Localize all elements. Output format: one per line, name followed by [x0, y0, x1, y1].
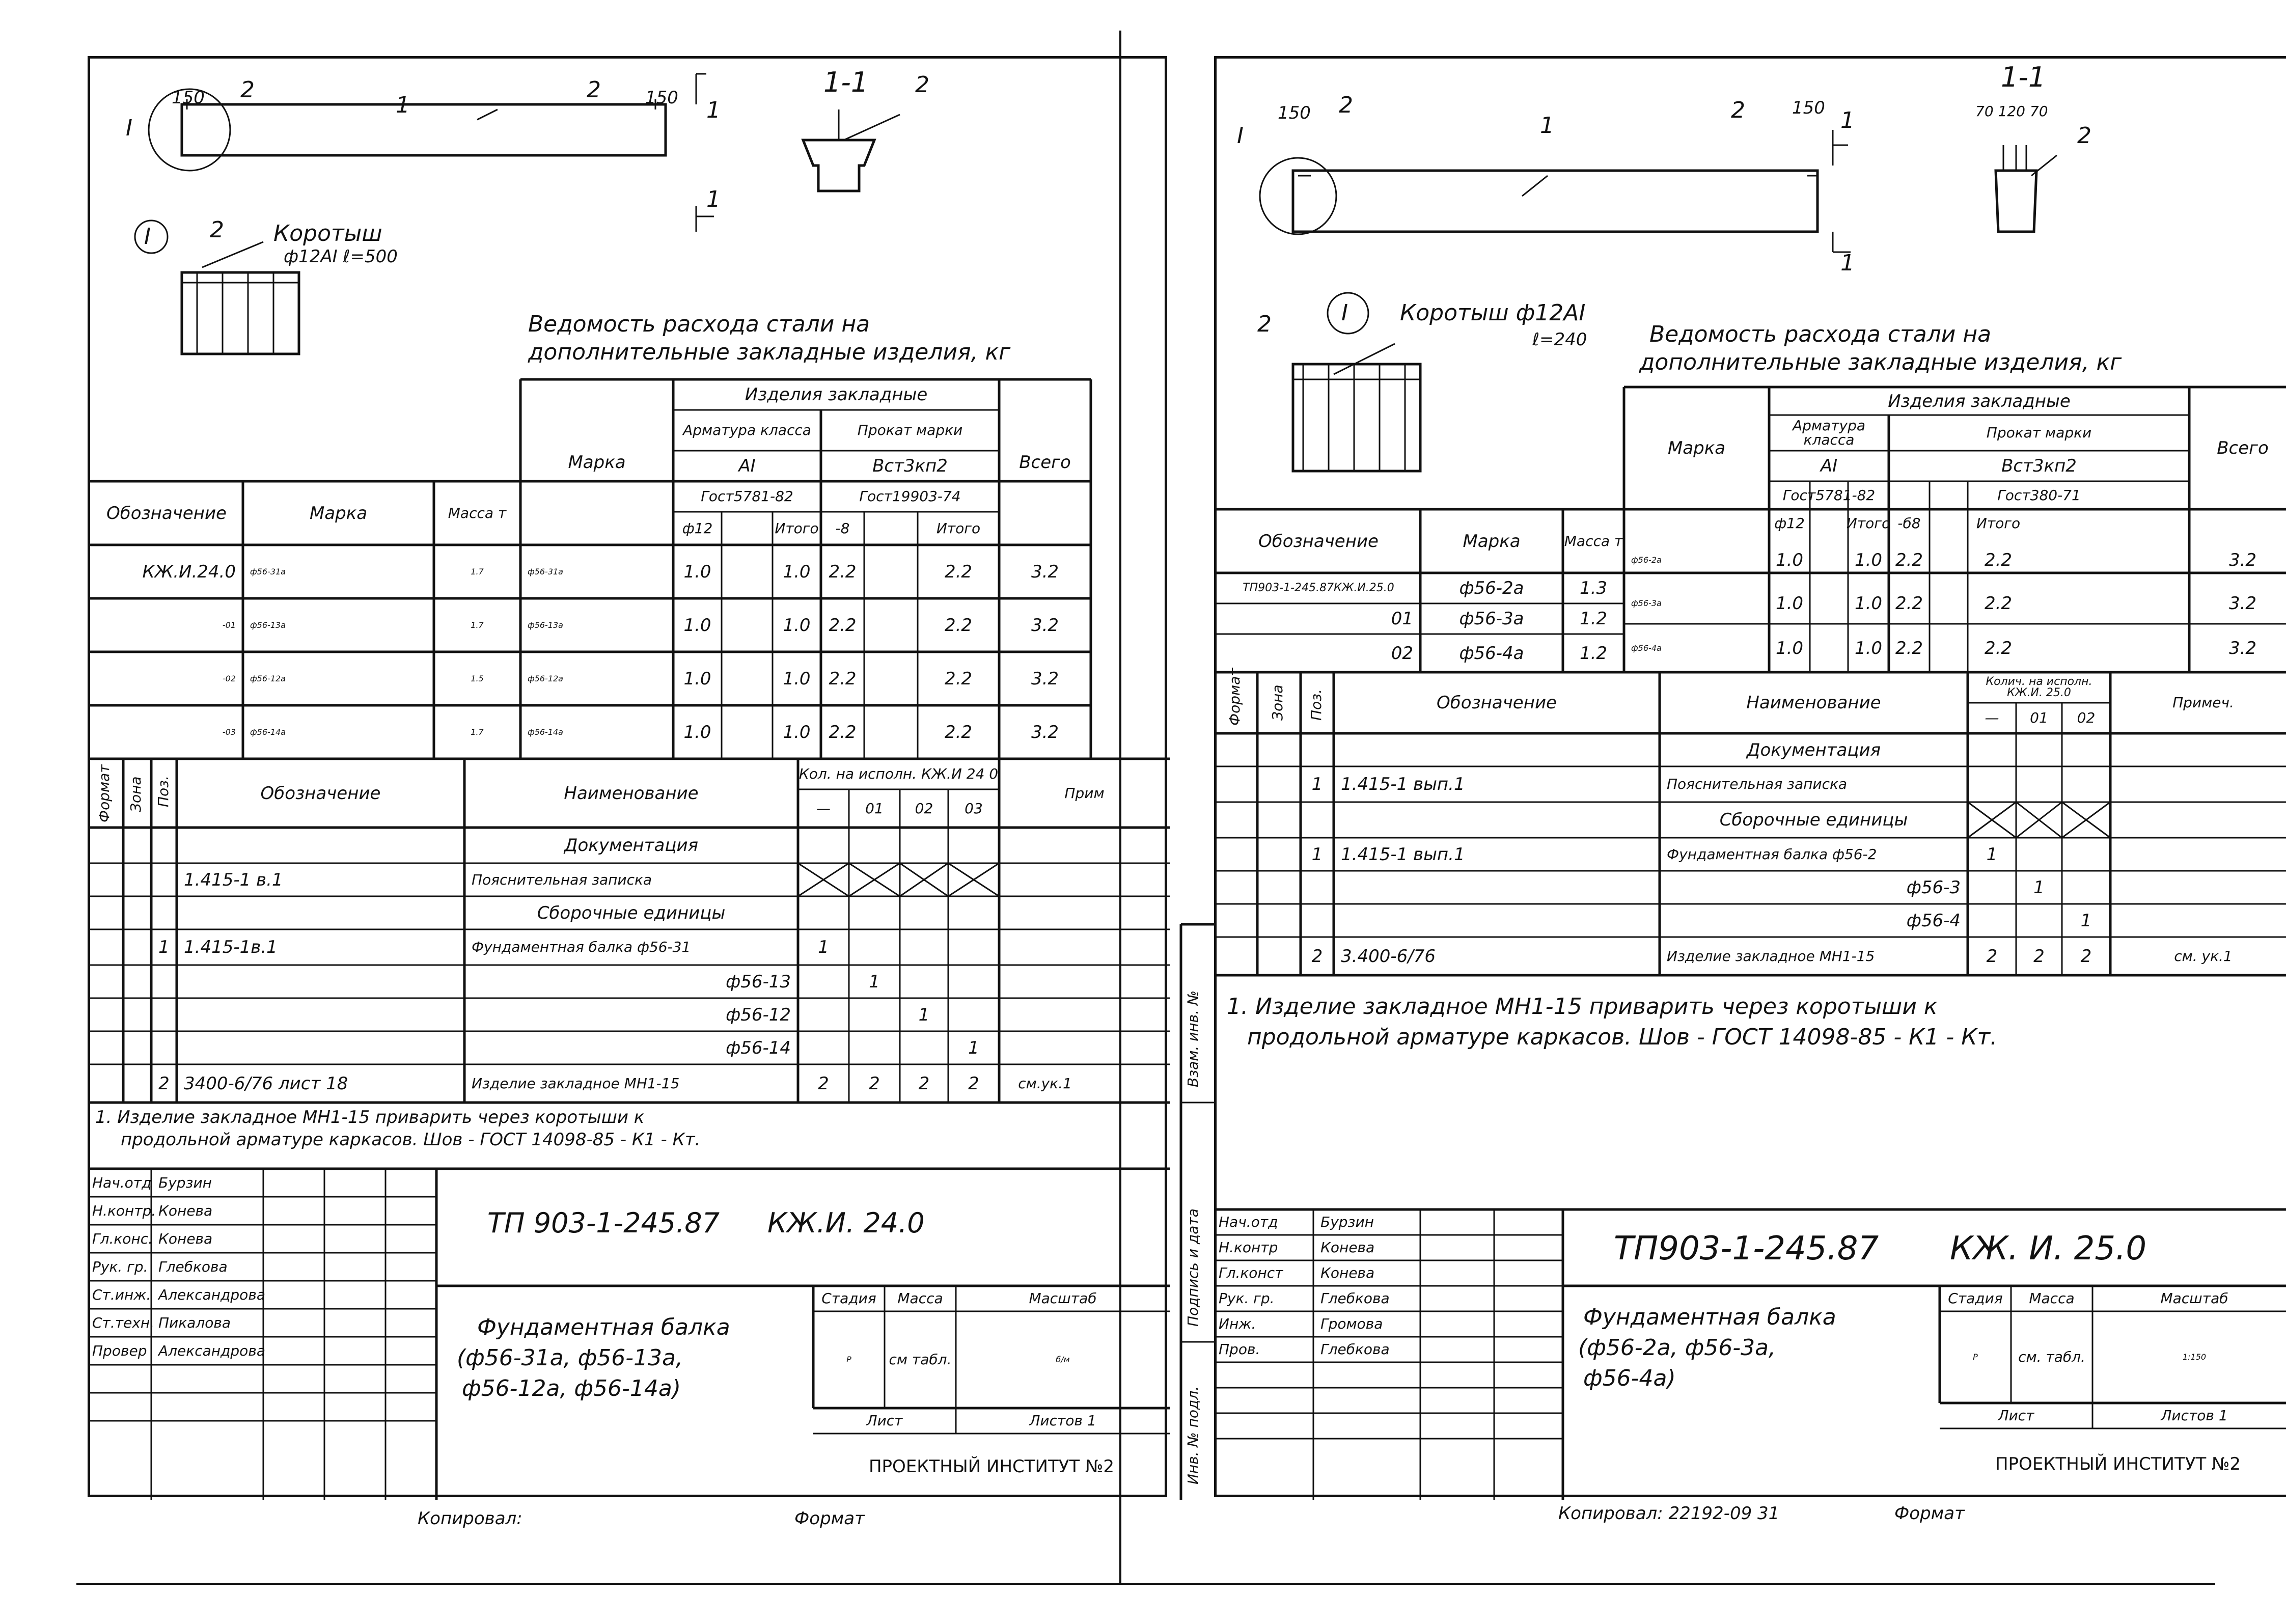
col-header-note: Примеч. — [2172, 694, 2234, 711]
row-value: 1.0 — [683, 722, 711, 742]
callout-label: 2 — [1731, 97, 1745, 123]
row-value: 3.2 — [2228, 550, 2257, 570]
row-value: 2.2 — [1984, 593, 2013, 614]
col-header-format: Формат — [96, 764, 113, 822]
row-value: 1.0 — [783, 615, 811, 636]
stamp-name: Бурзин — [158, 1174, 212, 1191]
sheet-title: (ф56-31а, ф56-13а, — [457, 1345, 683, 1371]
row-designation: -02 — [222, 673, 236, 683]
row-mark: ф56-12а — [528, 673, 563, 683]
section-marker: 1 — [706, 186, 721, 212]
row-mark: ф56-14а — [250, 727, 286, 737]
stub-label: Коротыш — [273, 221, 382, 246]
spec-designation: 1.415-1 вып.1 — [1341, 844, 1465, 865]
footer-format: Формат — [794, 1508, 865, 1529]
col-header-pos: Поз. — [155, 776, 172, 807]
row-designation: 02 — [1391, 643, 1413, 664]
spec-pos: 1 — [158, 937, 170, 957]
stamp-header-scale: Масштаб — [2160, 1290, 2228, 1307]
spec-qty: 2 — [869, 1073, 880, 1094]
row-value: 3.2 — [1031, 722, 1059, 742]
spec-name: Изделие закладное МН1-15 — [472, 1075, 680, 1092]
spec-name: ф56-14 — [726, 1037, 791, 1058]
callout-label: 2 — [587, 77, 601, 103]
stamp-name: Громова — [1320, 1315, 1383, 1332]
steel-table-title: дополнительные закладные изделия, кг — [1639, 349, 2122, 375]
row-designation: 01 — [1391, 609, 1413, 629]
row-mass: 1.3 — [1579, 578, 1608, 598]
col-header-gost: Гост5781-82 — [1782, 486, 1876, 504]
side-label-inventory: Инв. № подл. — [1185, 1386, 1201, 1484]
stamp-role: Рук. гр. — [92, 1258, 148, 1275]
row-mark: ф56-31а — [250, 566, 286, 576]
col-header-name: Наименование — [1746, 693, 1881, 713]
row-value: 1.0 — [1775, 593, 1804, 614]
section-marker: 1 — [1840, 250, 1855, 276]
section-marker: 1 — [706, 97, 721, 123]
col-header-variant: 02 — [915, 800, 933, 817]
row-value: 2.2 — [1895, 550, 1923, 570]
row-value: 3.2 — [2228, 638, 2257, 658]
spec-qty: 1 — [869, 971, 880, 992]
col-header-variant: 01 — [865, 800, 884, 817]
col-header-total: Итого — [936, 519, 981, 537]
footer-copied: Копировал: 22192-09 31 — [1558, 1503, 1780, 1524]
col-header-mass: Масса т — [448, 504, 507, 521]
spec-name: Фундаментная балка ф56-31 — [472, 939, 691, 955]
stamp-role: Пров. — [1219, 1341, 1260, 1358]
col-header-thickness: -8 — [835, 519, 850, 537]
sheet-code: КЖ.И. 24.0 — [767, 1207, 925, 1239]
sheet-title: Фундаментная балка — [477, 1314, 730, 1340]
row-value: 1.0 — [683, 561, 711, 582]
col-header-class: АI — [738, 456, 756, 476]
row-value: 2.2 — [1895, 638, 1923, 658]
col-header-variant: 03 — [965, 800, 983, 817]
col-header-steel: Вст3кп2 — [872, 456, 948, 476]
col-header-quantity: Кол. на исполн. КЖ.И 24 0 — [798, 765, 999, 782]
stamp-header-stage: Стадия — [1948, 1290, 2003, 1307]
stamp-header-mass: Масса — [897, 1290, 943, 1307]
sheet-title: ф56-4а) — [1583, 1365, 1676, 1391]
stamp-role: Ст.техн. — [92, 1314, 155, 1331]
row-mass: 1.7 — [471, 566, 484, 576]
callout-label: 2 — [1257, 311, 1272, 337]
callout-label: 1 — [396, 92, 410, 118]
project-number: ТП903-1-245.87 — [1614, 1230, 1879, 1268]
stamp-name: Конева — [158, 1230, 213, 1247]
spec-note: см. ук.1 — [2174, 947, 2233, 965]
row-value: 1.0 — [1775, 550, 1804, 570]
node-label: I — [144, 224, 151, 250]
col-header-pos: Поз. — [1308, 689, 1325, 721]
dimension-label: 150 — [645, 88, 678, 108]
dimension-label: 150 — [1792, 98, 1825, 118]
row-value: 1.0 — [783, 668, 811, 689]
spec-name: ф56-13 — [726, 971, 791, 992]
spec-section-heading: Сборочные единицы — [1719, 810, 1908, 830]
spec-pos: 1 — [1311, 844, 1323, 865]
spec-pos: 2 — [1311, 946, 1323, 967]
row-value: 2.2 — [944, 668, 973, 689]
spec-section-heading: Документация — [1746, 739, 1881, 760]
dimension-label: 150 — [172, 88, 205, 108]
stamp-role: Провер — [92, 1342, 147, 1359]
spec-qty: 1 — [818, 937, 829, 957]
sheet-code: КЖ. И. 25.0 — [1950, 1230, 2147, 1268]
col-header-variant: 02 — [2077, 709, 2096, 726]
row-value: 3.2 — [2228, 593, 2257, 614]
col-header-mass: Масса т — [1564, 532, 1623, 549]
col-header-class: АI — [1820, 456, 1838, 476]
row-value: 1.0 — [1775, 638, 1804, 658]
section-dimensions: 70 120 70 — [1975, 103, 2048, 120]
stamp-role: Гл.конст — [1219, 1264, 1283, 1281]
col-header-gost: Гост5781-82 — [701, 488, 793, 505]
col-header-total: Итого — [775, 519, 819, 537]
stamp-header-mass: Масса — [2029, 1290, 2075, 1307]
col-header-zone: Зона — [127, 776, 144, 812]
stamp-name: Глебкова — [1320, 1290, 1390, 1307]
stamp-role: Нач.отд — [92, 1174, 152, 1191]
col-header-mark: Марка — [568, 452, 626, 473]
stamp-role: Ст.инж. — [92, 1286, 151, 1303]
general-note: 1. Изделие закладное МН1-15 приварить через коротыши к — [95, 1107, 645, 1127]
spec-section-heading: Сборочные единицы — [537, 902, 726, 923]
row-value: 1.0 — [1854, 593, 1883, 614]
row-value: 2.2 — [1895, 593, 1923, 614]
detail-marker: I — [126, 115, 132, 141]
row-designation: -01 — [222, 620, 236, 630]
row-mark: ф56-2а — [1459, 578, 1524, 598]
stamp-role: Н.контр — [1219, 1239, 1278, 1256]
stamp-name: Конева — [158, 1202, 213, 1219]
row-designation: КЖ.И.24.0 — [142, 561, 236, 582]
stamp-mass: см. табл. — [2018, 1348, 2085, 1365]
section-title: 1-1 — [823, 66, 869, 98]
stamp-name: Глебкова — [158, 1258, 228, 1275]
col-header-format: Формат — [1226, 668, 1243, 726]
stamp-header-scale: Масштаб — [1029, 1290, 1097, 1307]
spec-qty: 2 — [818, 1073, 829, 1094]
col-header-items: Изделия закладные — [1888, 391, 2071, 411]
stamp-name: Александрова — [158, 1286, 265, 1303]
spec-designation: 3.400-6/76 — [1341, 946, 1436, 967]
col-header-steel: Вст3кп2 — [2001, 456, 2077, 476]
row-value: 2.2 — [944, 722, 973, 742]
spec-name: Пояснительная записка — [472, 871, 652, 888]
side-label-signature: Подпись и дата — [1185, 1208, 1201, 1327]
stamp-name: Бурзин — [1320, 1214, 1374, 1230]
general-note: продольной арматуре каркасов. Шов - ГОСТ 14098-85 - К1 - Кт. — [121, 1130, 701, 1150]
section-marker: 1 — [1840, 107, 1855, 133]
drawing-sheet-left — [88, 56, 1167, 1497]
stamp-role: Рук. гр. — [1219, 1290, 1275, 1307]
row-value: 2.2 — [944, 561, 973, 582]
row-mark: ф56-31а — [528, 566, 563, 576]
stamp-header-sheet: Лист — [1998, 1407, 2034, 1424]
spec-qty: 1 — [918, 1004, 930, 1025]
row-value: 2.2 — [829, 615, 857, 636]
callout-label: 2 — [240, 77, 255, 103]
stamp-name: Конева — [1320, 1264, 1375, 1281]
spec-name: Пояснительная записка — [1667, 776, 1848, 792]
sheet-title: Фундаментная балка — [1583, 1304, 1836, 1330]
row-value: 1.0 — [683, 615, 711, 636]
row-mark: ф56-2а — [1631, 555, 1662, 565]
row-value: 2.2 — [1984, 638, 2013, 658]
col-header-variant: 01 — [2030, 709, 2048, 726]
spec-qty: 2 — [968, 1073, 979, 1094]
stub-spec: ℓ=240 — [1532, 329, 1587, 350]
row-designation: -03 — [222, 727, 236, 737]
col-header-rolled: Прокат марки — [1986, 424, 2092, 441]
stamp-name: Глебкова — [1320, 1341, 1390, 1358]
col-header-variant: — — [816, 800, 831, 817]
steel-table-title: Ведомость расхода стали на — [528, 311, 870, 337]
col-header-gost: Гост380-71 — [1997, 486, 2081, 504]
stamp-role: Н.контр. — [92, 1202, 156, 1219]
spec-pos: 1 — [1311, 774, 1323, 794]
row-mark: ф56-12а — [250, 673, 286, 683]
spec-qty: 1 — [2080, 910, 2092, 931]
spec-note: см.ук.1 — [1018, 1075, 1072, 1092]
project-number: ТП 903-1-245.87 — [487, 1207, 720, 1239]
row-mark: ф56-4а — [1459, 643, 1524, 664]
spec-designation: 1.415-1в.1 — [184, 937, 278, 957]
footer-copied: Копировал: — [418, 1508, 522, 1529]
stamp-role: Нач.отд — [1219, 1214, 1278, 1230]
stamp-name: Александрова — [158, 1342, 265, 1359]
row-mark: ф56-4а — [1631, 643, 1662, 653]
stamp-header-sheets: Листов 1 — [1029, 1412, 1096, 1429]
stamp-header-sheets: Листов 1 — [2161, 1407, 2228, 1424]
col-header-name: Наименование — [564, 783, 699, 804]
sheet-title: ф56-12а, ф56-14а) — [462, 1375, 681, 1401]
drawing-sheet-right — [1185, 56, 2286, 1497]
row-mass: 1.7 — [471, 727, 484, 737]
row-designation: ТП903-1-245.87КЖ.И.25.0 — [1243, 582, 1394, 594]
col-header-total: Итого — [1976, 514, 2021, 532]
spec-name: ф56-4 — [1906, 910, 1961, 931]
stamp-role: Гл.конс. — [92, 1230, 153, 1247]
row-value: 2.2 — [829, 668, 857, 689]
row-value: 1.0 — [1854, 638, 1883, 658]
col-header-mark: Марка — [1667, 438, 1726, 458]
col-header-designation: Обозначение — [260, 783, 381, 804]
stamp-header-stage: Стадия — [821, 1290, 876, 1307]
stamp-scale: б/м — [1056, 1355, 1070, 1364]
steel-table-title: Ведомость расхода стали на — [1649, 321, 1992, 347]
col-header-diameter: ф12 — [682, 519, 713, 537]
row-value: 3.2 — [1031, 668, 1059, 689]
callout-label: 2 — [210, 217, 224, 243]
spec-name: Изделие закладное МН1-15 — [1667, 947, 1875, 965]
stamp-scale: 1:150 — [2182, 1352, 2207, 1362]
stamp-header-sheet: Лист — [866, 1412, 903, 1429]
row-value: 1.0 — [783, 722, 811, 742]
row-value: 3.2 — [1031, 561, 1059, 582]
row-mass: 1.2 — [1579, 643, 1608, 664]
col-header-mark: Марка — [1463, 531, 1521, 552]
col-header-note: Прим — [1064, 784, 1105, 802]
spec-designation: 1.415-1 вып.1 — [1341, 774, 1465, 794]
callout-label: 2 — [915, 72, 929, 98]
row-value: 2.2 — [944, 615, 973, 636]
section-title: 1-1 — [2001, 61, 2046, 93]
detail-marker: I — [1237, 123, 1244, 149]
col-header-zone: Зона — [1269, 684, 1286, 721]
col-header-designation: Обозначение — [106, 503, 227, 524]
spec-qty: 1 — [1986, 844, 1998, 865]
row-value: 2.2 — [1984, 550, 2013, 570]
stub-spec: ф12АI ℓ=500 — [284, 246, 398, 267]
general-note: продольной арматуре каркасов. Шов - ГОСТ 14098-85 - К1 - Кт. — [1247, 1024, 1998, 1050]
organization-name: ПРОЕКТНЫЙ ИНСТИТУТ №2 — [868, 1456, 1115, 1477]
callout-label: 2 — [2077, 123, 2091, 149]
row-value: 2.2 — [829, 561, 857, 582]
sheet-title: (ф56-2а, ф56-3а, — [1578, 1335, 1776, 1361]
col-header-rebar: Арматура класса — [683, 422, 811, 438]
callout-label: 1 — [1540, 113, 1554, 139]
stub-label: Коротыш ф12АI — [1400, 300, 1586, 326]
spec-qty: 2 — [1986, 946, 1998, 967]
stamp-stage: Р — [1973, 1352, 1978, 1362]
col-header-rebar: Арматура класса — [1792, 417, 1866, 448]
node-label: I — [1341, 300, 1348, 326]
col-header-quantity: Колич. на исполн. КЖ.И. 25.0 — [1986, 675, 2092, 699]
col-header-variant: — — [1985, 709, 1999, 726]
stamp-name: Конева — [1320, 1239, 1375, 1256]
col-header-diameter: ф12 — [1774, 514, 1805, 532]
col-header-designation: Обозначение — [1258, 531, 1379, 552]
spec-qty: 2 — [2033, 946, 2045, 967]
stamp-name: Пикалова — [158, 1314, 231, 1331]
row-mass: 1.5 — [471, 673, 484, 683]
row-mass: 1.7 — [471, 620, 484, 630]
col-header-rolled: Прокат марки — [857, 422, 963, 438]
dimension-label: 150 — [1278, 103, 1311, 123]
col-header-gost: Гост19903-74 — [859, 488, 961, 505]
col-header-all: Всего — [1019, 452, 1071, 473]
row-mark: ф56-13а — [528, 620, 563, 630]
col-header-thickness: -б8 — [1897, 514, 1921, 532]
stamp-stage: Р — [846, 1355, 851, 1364]
col-header-items: Изделия закладные — [745, 384, 928, 405]
stamp-role: Инж. — [1219, 1315, 1256, 1332]
spec-qty: 1 — [2033, 877, 2045, 898]
bottom-trim-line — [76, 1583, 2215, 1585]
row-value: 1.0 — [683, 668, 711, 689]
spec-designation: 1.415-1 в.1 — [184, 869, 283, 890]
organization-name: ПРОЕКТНЫЙ ИНСТИТУТ №2 — [1995, 1454, 2241, 1474]
spec-name: ф56-12 — [726, 1004, 791, 1025]
row-mark: ф56-3а — [1459, 609, 1524, 629]
callout-label: 2 — [1339, 92, 1353, 118]
row-mark: ф56-14а — [528, 727, 563, 737]
steel-table-title: дополнительные закладные изделия, кг — [528, 339, 1011, 365]
row-mark: ф56-13а — [250, 620, 286, 630]
stamp-mass: см табл. — [889, 1351, 952, 1368]
spec-designation: 3400-6/76 лист 18 — [184, 1073, 348, 1094]
side-label-replace: Взам. инв. № — [1185, 990, 1201, 1087]
row-mark: ф56-3а — [1631, 598, 1662, 608]
spec-name: ф56-3 — [1906, 877, 1961, 898]
row-value: 1.0 — [1854, 550, 1883, 570]
spec-qty: 1 — [968, 1037, 979, 1058]
row-mass: 1.2 — [1579, 609, 1608, 629]
row-value: 3.2 — [1031, 615, 1059, 636]
row-value: 2.2 — [829, 722, 857, 742]
row-value: 1.0 — [783, 561, 811, 582]
col-header-all: Всего — [2217, 438, 2269, 458]
col-header-designation: Обозначение — [1437, 693, 1557, 713]
spec-name: Фундаментная балка ф56-2 — [1667, 845, 1877, 863]
col-header-mark: Марка — [309, 503, 368, 524]
spec-qty: 2 — [2080, 946, 2092, 967]
footer-format: Формат — [1894, 1503, 1965, 1524]
spec-section-heading: Документация — [564, 835, 699, 856]
spec-qty: 2 — [918, 1073, 930, 1094]
col-header-total: Итого — [1846, 514, 1891, 532]
general-note: 1. Изделие закладное МН1-15 приварить через коротыши к — [1227, 994, 1938, 1020]
spec-pos: 2 — [158, 1073, 170, 1094]
